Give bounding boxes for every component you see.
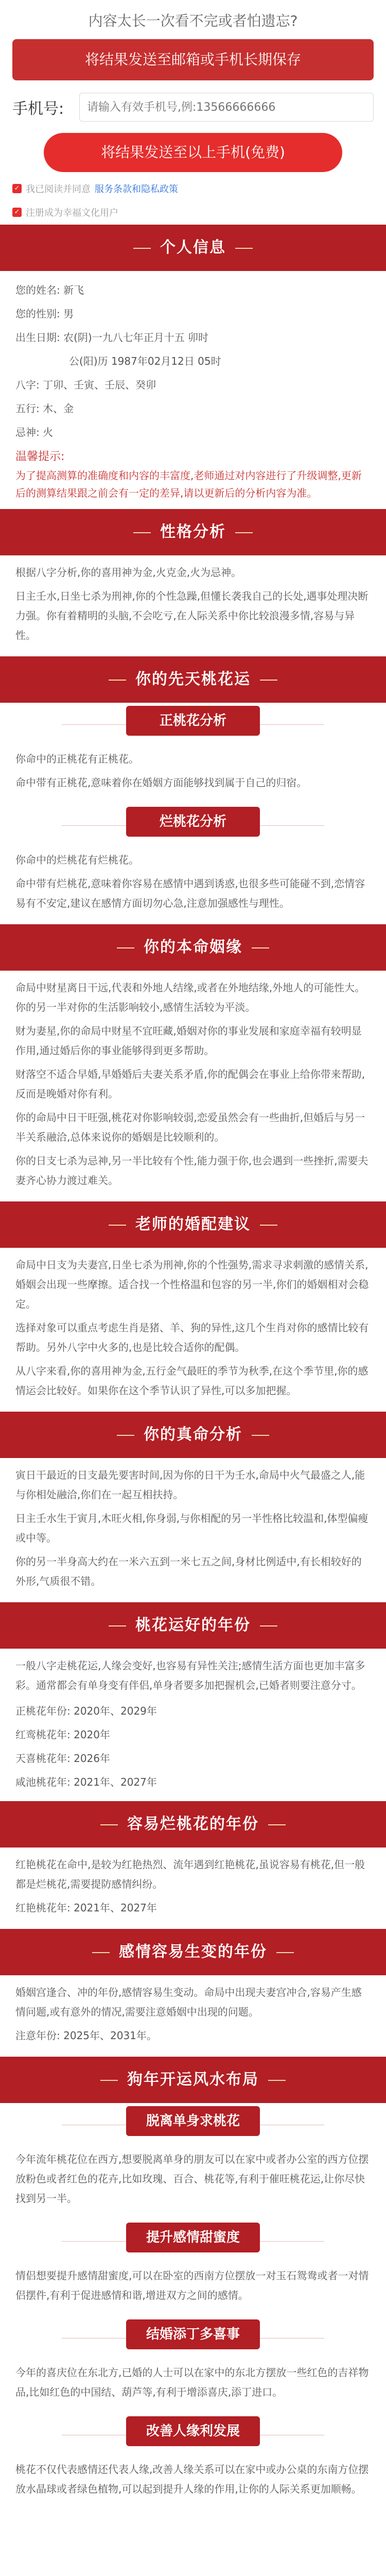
analysis-paragraph: 根据八字分析,你的喜用神为金,火克金,火为忌神。 (15, 566, 242, 579)
info-lunar-birth: 出生日期: 农(阴)一九八七年正月十五 卯时 (15, 331, 209, 344)
truelove-body (0, 1458, 386, 1602)
phone-input[interactable] (79, 93, 374, 122)
change-body (0, 1975, 386, 2057)
bad-years-body (0, 1848, 386, 1929)
subheading-fs1: 脱离单身求桃花 (126, 2106, 260, 2136)
subheading-wrap (0, 807, 386, 843)
peach-zheng-body (0, 742, 386, 804)
subheading-wrap (0, 2319, 386, 2355)
tip-title: 温馨提示: (15, 450, 65, 463)
fengshui-body-2 (0, 2259, 386, 2316)
years-intro: 一般八字走桃花运,人缘会变好,也容易有异性关注;感情生活方面也更加丰富多彩。通常都会有单身变有伴侣,单身者要多加把握机会,已婚者则要注意分寸。 (15, 1659, 365, 1691)
info-jishen: 忌神: 火 (15, 426, 54, 438)
marriage-paragraph: 财为妻星,你的命局中财星不宜旺藏,婚姻对你的事业发展和家庭幸福有较明显作用,通过婚后你的事业能够得到更多帮助。 (15, 1025, 362, 1057)
info-gender: 您的性别: 男 (15, 308, 74, 320)
years-row: 咸池桃花年: 2021年、2027年 (15, 1776, 157, 1788)
peach-paragraph: 你命中的烂桃花有烂桃花。 (15, 854, 139, 866)
advice-paragraph: 选择对象可以重点考虑生肖是猪、羊、狗的异性,这几个生肖对你的感情比较有帮助。另外八字中火多的,也是比较合适你的配偶。 (15, 1321, 369, 1353)
fengshui-paragraph: 情侣想要提升感情甜蜜度,可以在卧室的西南方位摆放一对玉石鸳鸯或者一对情侣摆件,有利于促进感情和谐,增进双方之间的感情。 (15, 2269, 369, 2301)
peach-lan-body (0, 843, 386, 924)
subheading-fs3: 结婚添丁多喜事 (126, 2319, 260, 2349)
save-section (0, 0, 386, 225)
analysis-paragraph: 日主壬水,日坐七杀为刑神,你的个性急躁,但懂长袭我自己的长处,遇事处理决断力强。你有着精明的头脑,不会吃亏,在人际关系中你比较浪漫多情,容易与异性。 (15, 590, 369, 641)
fengshui-paragraph: 今年流年桃花位在西方,想要脱离单身的朋友可以在家中或者办公室的西方位摆放粉色或者红色的花卉,比如玫瑰、百合、桃花等,有利于催旺桃花运,让你尽快找到另一半。 (15, 2153, 369, 2205)
subheading-wrap (0, 706, 386, 742)
tip-text: 为了提高测算的准确度和内容的丰富度,老师通过对内容进行了升级调整,更新后的测算结果跟之前会有一定的差异,请以更新后的分析内容为准。 (15, 469, 362, 499)
send-to-phone-button[interactable]: 将结果发送至以上手机(免费) (44, 133, 342, 172)
info-name: 您的姓名: 新飞 (15, 284, 84, 296)
info-wuxing: 五行: 木、金 (15, 402, 74, 415)
save-banner: 将结果发送至邮箱或手机长期保存 (12, 39, 374, 80)
truelove-paragraph: 寅日干最近的日支最先要害时间,因为你的日干为壬水,命局中火气最盛之人,能与你相处融洽,你们在一起互相扶持。 (15, 1469, 365, 1501)
subheading-wrap (0, 2106, 386, 2142)
section-title-analysis: 性格分析 (0, 509, 386, 555)
section-title-fengshui: 狗年开运风水布局 (0, 2057, 386, 2103)
checkbox-icon[interactable]: ✓ (12, 208, 22, 217)
truelove-paragraph: 你的另一半身高大约在一米六五到一米七五之间,身材比例适中,有长相较好的外形,气质很不错。 (15, 1555, 362, 1587)
analysis-body (0, 555, 386, 656)
advice-paragraph: 命局中日支为夫妻宫,日坐七杀为刑神,你的个性强势,需求寻求刺激的感情关系,婚姻会出现一些摩擦。适合找一个性格温和包容的另一半,你们的婚姻相对会稳定。 (15, 1259, 369, 1310)
peach-paragraph: 命中带有正桃花,意味着你在婚姻方面能够找到属于自己的归宿。 (15, 776, 307, 789)
section-title-advice: 老师的婚配建议 (0, 1201, 386, 1248)
register-text: 注册成为幸福文化用户 (26, 208, 118, 218)
marriage-paragraph: 你的命局中日干旺强,桃花对你影响较弱,恋爱虽然会有一些曲折,但婚后与另一半关系融洽,总体来说你的婚姻是比较顺利的。 (15, 1111, 365, 1143)
agree-row[interactable] (12, 181, 374, 196)
marriage-paragraph: 你的日支七杀为忌神,另一半比较有个性,能力强于你,也会遇到一些挫折,需要夫妻齐心协力渡过难关。 (15, 1155, 369, 1187)
info-solar-birth: 公(阳)历 1987年02月12日 05时 (69, 355, 221, 367)
section-title-peach: 你的先天桃花运 (0, 656, 386, 703)
subheading-zheng: 正桃花分析 (126, 706, 260, 736)
change-paragraph: 婚姻宫逢合、冲的年份,感情容易生变动。命局中出现夫妻宫冲合,容易产生感情问题,或有意外的情况,需要注意婚姻中出现的问题。 (15, 1986, 362, 2018)
section-title-change: 感情容易生变的年份 (0, 1929, 386, 1975)
change-paragraph: 注意年份: 2025年、2031年。 (15, 2029, 157, 2042)
marriage-paragraph: 财落空不适合早婚,早婚婚后夫妻关系矛盾,你的配偶会在事业上给你带来帮助,反而是晚婚对你有利。 (15, 1068, 365, 1100)
marriage-body (0, 971, 386, 1201)
section-title-personal: 个人信息 (0, 225, 386, 271)
bad-years-paragraph: 红艳桃花年: 2021年、2027年 (15, 1902, 157, 1914)
marriage-paragraph: 命局中财星离日干远,代表和外地人结缘,或者在外地结缘,外地人的可能性大。你的另一半对你的生活影响较小,感情生活较为平淡。 (15, 981, 365, 1013)
subheading-lan: 烂桃花分析 (126, 807, 260, 837)
subheading-fs4: 改善人缘利发展 (126, 2416, 260, 2446)
section-title-marriage: 你的本命姻缘 (0, 924, 386, 971)
peach-paragraph: 你命中的正桃花有正桃花。 (15, 753, 139, 765)
terms-link[interactable]: 服务条款和隐私政策 (95, 184, 178, 195)
years-body (0, 1649, 386, 1801)
years-row: 正桃花年份: 2020年、2029年 (15, 1705, 157, 1717)
section-title-bad-years: 容易烂桃花的年份 (0, 1801, 386, 1848)
fengshui-body-3 (0, 2355, 386, 2413)
phone-label: 手机号: (12, 100, 64, 118)
section-title-truelove: 你的真命分析 (0, 1412, 386, 1458)
fengshui-body-4 (0, 2452, 386, 2510)
peach-paragraph: 命中带有烂桃花,意味着你容易在感情中遇到诱惑,也很多些可能碰不到,恋情容易有不安定,建议在感情方面切勿心急,注意加强感性与理性。 (15, 877, 365, 909)
years-row: 红鸾桃花年: 2020年 (15, 1728, 110, 1741)
subheading-fs2: 提升感情甜蜜度 (126, 2223, 260, 2252)
truelove-paragraph: 日主壬水生于寅月,木旺火相,你身弱,与你相配的另一半性格比较温和,体型偏瘦或中等。 (15, 1512, 369, 1544)
section-title-years: 桃花运好的年份 (0, 1602, 386, 1649)
bad-years-paragraph: 红艳桃花在命中,是较为红艳热烈、流年遇到红艳桃花,虽说容易有桃花,但一般都是烂桃花,需要提防感情纠纷。 (15, 1858, 365, 1890)
subheading-wrap (0, 2416, 386, 2452)
register-row[interactable] (12, 205, 374, 219)
advice-paragraph: 从八字来看,你的喜用神为金,五行金气最旺的季节为秋季,在这个季节里,你的感情运会比较好。如果你在这个季节认识了异性,可以多加把握。 (15, 1365, 369, 1397)
save-hint: 内容太长一次看不完或者怕遗忘? (88, 12, 298, 29)
phone-row (12, 92, 374, 123)
years-row: 天喜桃花年: 2026年 (15, 1752, 110, 1765)
fengshui-body-1 (0, 2142, 386, 2219)
checkbox-icon[interactable]: ✓ (12, 184, 22, 193)
agree-text: 我已阅读并同意 (26, 184, 91, 195)
info-bazi: 八字: 丁卯、壬寅、壬辰、癸卯 (15, 379, 156, 391)
subheading-wrap (0, 2223, 386, 2259)
advice-body (0, 1248, 386, 1412)
fengshui-paragraph: 今年的喜庆位在东北方,已婚的人士可以在家中的东北方摆放一些红色的吉祥物品,比如红色的中国结、葫芦等,有利于增添喜庆,添丁进口。 (15, 2366, 369, 2398)
personal-info (0, 271, 386, 509)
fengshui-paragraph: 桃花不仅代表感情还代表人缘,改善人缘关系可以在家中或办公桌的东南方位摆放水晶球或者绿色植物,可以起到提升人缘的作用,让你的人际关系更加顺畅。 (15, 2463, 369, 2495)
